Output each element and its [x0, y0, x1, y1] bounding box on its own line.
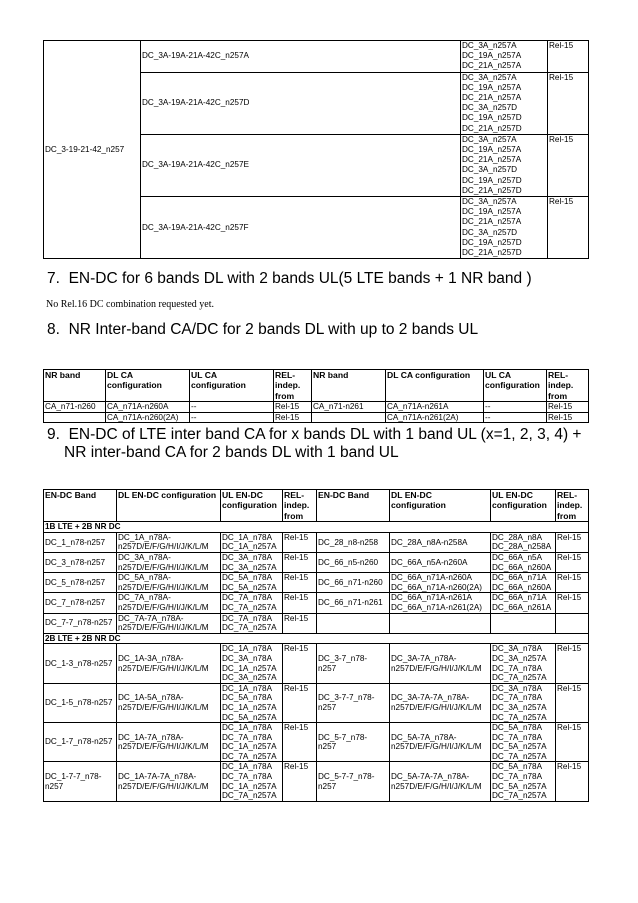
table-row: [44, 762, 589, 801]
ul-config-cell: DC_3A_n257A DC_19A_n257A DC_21A_n257A: [461, 41, 548, 73]
table-cell: DC_3-7-7_n78- n257: [317, 683, 390, 722]
section-7-heading: [47, 270, 532, 288]
section-label: 2B LTE + 2B NR DC: [44, 633, 589, 644]
table-cell: Rel-15: [556, 723, 589, 762]
table-cell: --: [484, 412, 547, 423]
table-cell: DC_7A_n78A- n257D/E/F/G/H/I/J/K/L/M: [117, 593, 221, 613]
table-cell: DC_7A_n78A DC_7A_n257A: [221, 613, 283, 633]
table-cell: Rel-15: [283, 532, 317, 552]
table-cell: DC_66A_n5A DC_66A_n260A: [491, 553, 556, 573]
table-cell: DC_3A-7A-7A_n78A- n257D/E/F/G/H/I/J/K/L/M: [390, 683, 491, 722]
table-cell: Rel-15: [556, 593, 589, 613]
table-cell: CA_n71A-n260A: [106, 402, 190, 413]
table-cell: DC_66A_n71A-n260A DC_66A_n71A-n260(2A): [390, 573, 491, 593]
table-cell: DC_1A-7A-7A_n78A- n257D/E/F/G/H/I/J/K/L/M: [117, 762, 221, 801]
column-header: DL EN-DC configuration: [390, 490, 491, 522]
column-header: REL-indep. from: [283, 490, 317, 522]
table-cell: DC_3A_n78A DC_3A_n257A DC_7A_n78A DC_7A_n257A: [491, 644, 556, 683]
table-nr-inter-band: [43, 369, 589, 423]
table-row: [44, 412, 589, 423]
rel-cell: Rel-15: [548, 197, 589, 259]
table-cell: DC_7A_n78A DC_7A_n257A: [221, 593, 283, 613]
config-cell: DC_3A-19A-21A-42C_n257F: [141, 197, 461, 259]
section-title: EN-DC for 6 bands DL with 2 bands UL(5 LTE bands + 1 NR band ): [68, 270, 532, 287]
section-9-heading: [47, 426, 581, 462]
table-cell: DC_1A-5A_n78A- n257D/E/F/G/H/I/J/K/L/M: [117, 683, 221, 722]
ul-config-cell: DC_3A_n257A DC_19A_n257A DC_21A_n257A DC_3A_n257D DC_19A_n257D DC_21A_n257D: [461, 72, 548, 134]
table-cell: Rel-15: [283, 762, 317, 801]
table-cell: Rel-15: [547, 402, 589, 413]
table-cell: DC_7_n78-n257: [44, 593, 117, 613]
table-cell: DC_7-7_n78-n257: [44, 613, 117, 633]
section-number: 7.: [47, 270, 60, 287]
table-cell: Rel-15: [283, 723, 317, 762]
table-row: [44, 683, 589, 722]
column-header: REL-indep. from: [547, 370, 589, 402]
column-header: EN-DC Band: [44, 490, 117, 522]
table-cell: Rel-15: [283, 683, 317, 722]
section-number: 8.: [47, 321, 60, 338]
config-cell: DC_3A-19A-21A-42C_n257D: [141, 72, 461, 134]
table-cell: DC_66_n71-n261: [317, 593, 390, 613]
column-header: DL CA configuration: [106, 370, 190, 402]
section-row: [44, 522, 589, 533]
table-cell: DC_5-7_n78- n257: [317, 723, 390, 762]
table-cell: DC_3-7_n78- n257: [317, 644, 390, 683]
column-header: UL EN-DC configuration: [491, 490, 556, 522]
table-cell: DC_3A_n78A- n257D/E/F/G/H/I/J/K/L/M: [117, 553, 221, 573]
table-cell: DC_5A-7A_n78A- n257D/E/F/G/H/I/J/K/L/M: [390, 723, 491, 762]
column-header: REL-indep. from: [274, 370, 312, 402]
ul-config-cell: DC_3A_n257A DC_19A_n257A DC_21A_n257A DC_3A_n257D DC_19A_n257D DC_21A_n257D: [461, 197, 548, 259]
table-cell: DC_28_n8-n258: [317, 532, 390, 552]
table-cell: --: [484, 402, 547, 413]
table-cell: Rel-15: [283, 553, 317, 573]
table-cell: DC_5A_n78A DC_7A_n78A DC_5A_n257A DC_7A_n257A: [491, 762, 556, 801]
table-cell: DC_66A_n71A DC_66A_n260A: [491, 573, 556, 593]
column-header: NR band: [44, 370, 106, 402]
table-cell: [44, 412, 106, 423]
ul-config-cell: DC_3A_n257A DC_19A_n257A DC_21A_n257A DC_3A_n257D DC_19A_n257D DC_21A_n257D: [461, 134, 548, 196]
table-cell: DC_1A_n78A DC_7A_n78A DC_1A_n257A DC_7A_n257A: [221, 762, 283, 801]
table-cell: DC_3A_n78A DC_7A_n78A DC_3A_n257A DC_7A_n257A: [491, 683, 556, 722]
table-cell: [556, 613, 589, 633]
table-cell: DC_1A-7A_n78A- n257D/E/F/G/H/I/J/K/L/M: [117, 723, 221, 762]
section-row: [44, 633, 589, 644]
table-cell: DC_7A-7A_n78A- n257D/E/F/G/H/I/J/K/L/M: [117, 613, 221, 633]
table-cell: DC_66A_n71A DC_66A_n261A: [491, 593, 556, 613]
table-row: [44, 644, 589, 683]
table-cell: Rel-15: [283, 644, 317, 683]
table-cell: CA_n71A-n260(2A): [106, 412, 190, 423]
table-cell: DC_66A_n5A-n260A: [390, 553, 491, 573]
table-cell: DC_1A_n78A DC_1A_n257A: [221, 532, 283, 552]
section-title-line1: EN-DC of LTE inter band CA for x bands DL with 1 band UL (x=1, 2, 3, 4) +: [68, 426, 582, 443]
column-header: NR band: [312, 370, 386, 402]
band-cell: DC_3-19-21-42_n257: [44, 41, 141, 259]
table-cell: DC_1_n78-n257: [44, 532, 117, 552]
table-row: [44, 573, 589, 593]
column-header: DL EN-DC configuration: [117, 490, 221, 522]
table-cell: Rel-15: [547, 412, 589, 423]
table-cell: DC_1A_n78A DC_3A_n78A DC_1A_n257A DC_3A_n257A: [221, 644, 283, 683]
table-row: [44, 723, 589, 762]
section-8-heading: [47, 321, 478, 339]
config-cell: DC_3A-19A-21A-42C_n257A: [141, 41, 461, 73]
column-header: REL-indep. from: [556, 490, 589, 522]
section-7-note: No Rel.16 DC combination requested yet.: [46, 299, 215, 310]
table-cell: [390, 613, 491, 633]
table-cell: DC_1-5_n78-n257: [44, 683, 117, 722]
table-cell: Rel-15: [283, 573, 317, 593]
table-cell: Rel-15: [556, 573, 589, 593]
table-row: [44, 41, 589, 73]
section-title-line2: NR inter-band CA for 2 bands DL with 1 band UL: [64, 444, 399, 461]
table-cell: CA_n71-n261: [312, 402, 386, 413]
table-cell: Rel-15: [274, 402, 312, 413]
table-cell: DC_1-7_n78-n257: [44, 723, 117, 762]
table-cell: Rel-15: [556, 762, 589, 801]
table-cell: DC_5-7-7_n78- n257: [317, 762, 390, 801]
column-header: DL CA configuration: [386, 370, 484, 402]
rel-cell: Rel-15: [548, 41, 589, 73]
table-cell: DC_5_n78-n257: [44, 573, 117, 593]
table-dc-3-19-21-42: [43, 40, 589, 259]
section-label: 1B LTE + 2B NR DC: [44, 522, 589, 533]
table-cell: DC_1A_n78A DC_5A_n78A DC_1A_n257A DC_5A_n257A: [221, 683, 283, 722]
table-row: [44, 553, 589, 573]
table-cell: Rel-15: [556, 532, 589, 552]
table-cell: [312, 412, 386, 423]
table-row: [44, 593, 589, 613]
table-cell: DC_66_n5-n260: [317, 553, 390, 573]
table-cell: DC_28A_n8A DC_28A_n258A: [491, 532, 556, 552]
table-cell: Rel-15: [556, 553, 589, 573]
table-cell: --: [190, 412, 274, 423]
rel-cell: Rel-15: [548, 134, 589, 196]
table-cell: DC_1A_n78A- n257D/E/F/G/H/I/J/K/L/M: [117, 532, 221, 552]
column-header: UL EN-DC configuration: [221, 490, 283, 522]
table-cell: DC_1-3_n78-n257: [44, 644, 117, 683]
table-cell: DC_3_n78-n257: [44, 553, 117, 573]
table-cell: [491, 613, 556, 633]
table-cell: DC_1A_n78A DC_7A_n78A DC_1A_n257A DC_7A_n257A: [221, 723, 283, 762]
table-cell: DC_28A_n8A-n258A: [390, 532, 491, 552]
table-cell: Rel-15: [556, 644, 589, 683]
column-header: UL CA configuration: [484, 370, 547, 402]
table-cell: DC_5A_n78A- n257D/E/F/G/H/I/J/K/L/M: [117, 573, 221, 593]
table-cell: DC_66_n71-n260: [317, 573, 390, 593]
table-cell: CA_n71A-n261(2A): [386, 412, 484, 423]
column-header: UL CA configuration: [190, 370, 274, 402]
table-cell: DC_5A_n78A DC_7A_n78A DC_5A_n257A DC_7A_n257A: [491, 723, 556, 762]
table-row: [44, 402, 589, 413]
table-cell: DC_1-7-7_n78- n257: [44, 762, 117, 801]
table-cell: DC_3A_n78A DC_3A_n257A: [221, 553, 283, 573]
section-title: NR Inter-band CA/DC for 2 bands DL with up to 2 bands UL: [68, 321, 479, 338]
table-cell: Rel-15: [274, 412, 312, 423]
table-cell: DC_5A-7A-7A_n78A- n257D/E/F/G/H/I/J/K/L/M: [390, 762, 491, 801]
table-cell: Rel-15: [556, 683, 589, 722]
table-cell: DC_3A-7A_n78A- n257D/E/F/G/H/I/J/K/L/M: [390, 644, 491, 683]
table-cell: DC_1A-3A_n78A- n257D/E/F/G/H/I/J/K/L/M: [117, 644, 221, 683]
table-cell: DC_5A_n78A DC_5A_n257A: [221, 573, 283, 593]
table-cell: --: [190, 402, 274, 413]
table-cell: DC_66A_n71A-n261A DC_66A_n71A-n261(2A): [390, 593, 491, 613]
table-cell: [317, 613, 390, 633]
section-number: 9.: [47, 426, 60, 443]
column-header: EN-DC Band: [317, 490, 390, 522]
rel-cell: Rel-15: [548, 72, 589, 134]
table-cell: CA_n71-n260: [44, 402, 106, 413]
table-row: [44, 613, 589, 633]
table-row: [44, 532, 589, 552]
table-cell: CA_n71A-n261A: [386, 402, 484, 413]
table-cell: Rel-15: [283, 613, 317, 633]
table-cell: Rel-15: [283, 593, 317, 613]
config-cell: DC_3A-19A-21A-42C_n257E: [141, 134, 461, 196]
table-en-dc: [43, 489, 589, 802]
